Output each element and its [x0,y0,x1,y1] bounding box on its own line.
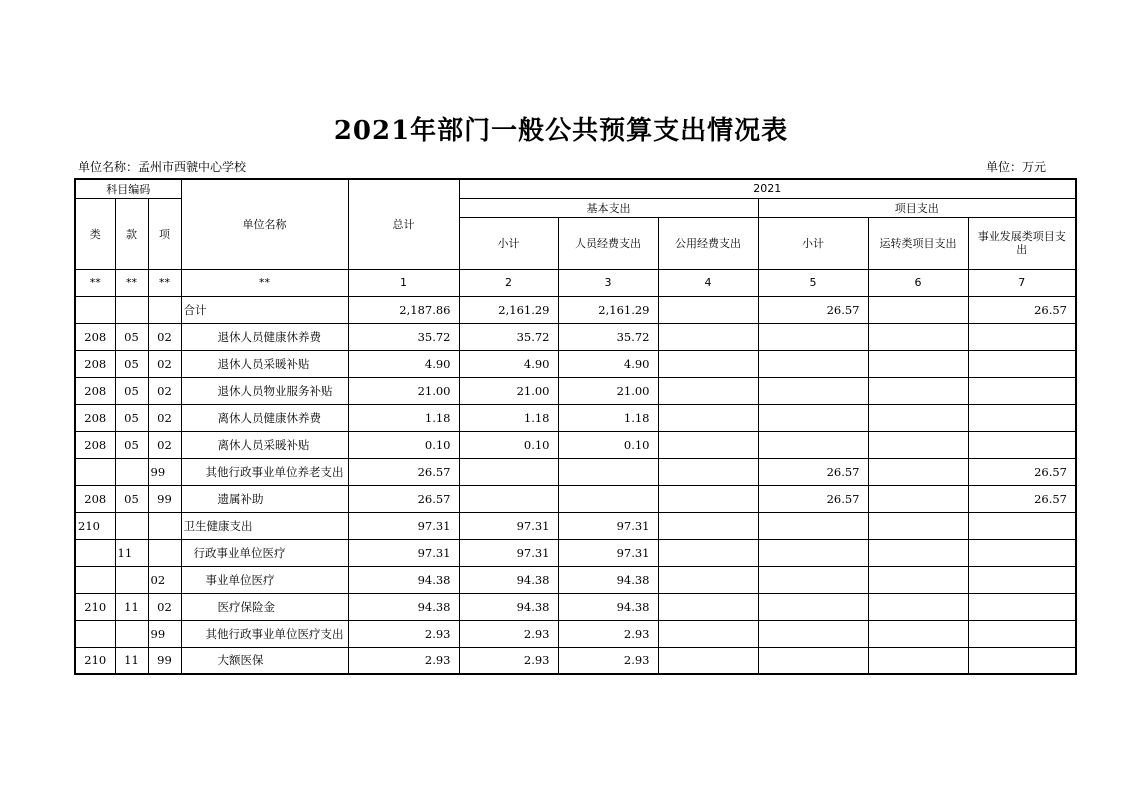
public-expense-cell [658,431,758,458]
lei-cell: 210 [75,647,115,674]
kuan-cell [115,620,148,647]
lei-cell [75,566,115,593]
total-cell: 94.38 [348,593,459,620]
development-project-cell [968,377,1076,404]
basic-subtotal-cell: 97.31 [459,539,558,566]
personnel-header: 人员经费支出 [558,217,658,269]
development-project-cell [968,350,1076,377]
lei-cell: 210 [75,593,115,620]
item-name-cell: 医疗保险金 [181,593,348,620]
index-cell: ** [115,269,148,296]
public-expense-cell [658,512,758,539]
personnel-cell: 0.10 [558,431,658,458]
table-row [75,431,1076,458]
lei-cell [75,539,115,566]
total-cell: 26.57 [348,485,459,512]
year-header: 2021 [459,179,1076,198]
lei-cell: 210 [75,512,115,539]
lei-header: 类 [75,198,115,269]
xiang-cell [148,296,181,323]
basic-subtotal-cell: 35.72 [459,323,558,350]
development-project-cell: 26.57 [968,485,1076,512]
index-cell: 1 [348,269,459,296]
kuan-cell [115,566,148,593]
kuan-cell: 05 [115,485,148,512]
currency-unit-label: 单位：万元 [985,160,1046,174]
table-row [75,512,1076,539]
development-project-cell [968,539,1076,566]
public-expense-cell [658,296,758,323]
personnel-cell: 35.72 [558,323,658,350]
development-project-cell: 26.57 [968,296,1076,323]
operation-project-cell [868,431,968,458]
project-subtotal-cell [758,323,868,350]
lei-cell: 208 [75,350,115,377]
table-row [75,647,1076,674]
lei-cell: 208 [75,377,115,404]
basic-subtotal-cell: 0.10 [459,431,558,458]
index-cell: 3 [558,269,658,296]
development-project-cell [968,620,1076,647]
total-cell: 4.90 [348,350,459,377]
kuan-cell [115,512,148,539]
index-cell: 2 [459,269,558,296]
table-row [75,350,1076,377]
operation-project-cell [868,377,968,404]
lei-cell: 208 [75,431,115,458]
public-expense-header: 公用经费支出 [658,217,758,269]
development-project-cell [968,323,1076,350]
development-project-cell: 26.57 [968,458,1076,485]
kuan-cell: 11 [115,647,148,674]
development-project-cell [968,566,1076,593]
basic-subtotal-cell: 21.00 [459,377,558,404]
total-cell: 26.57 [348,458,459,485]
item-name-cell: 卫生健康支出 [181,512,348,539]
personnel-cell: 4.90 [558,350,658,377]
basic-subtotal-cell [459,485,558,512]
project-subtotal-cell [758,404,868,431]
development-project-header: 事业发展类项目支出 [968,217,1076,269]
basic-subtotal-cell: 4.90 [459,350,558,377]
xiang-cell [148,539,181,566]
page-title: 2021年部门一般公共预算支出情况表 [333,116,789,146]
budget-table [74,178,1077,675]
operation-project-cell [868,458,968,485]
development-project-cell [968,593,1076,620]
table-row [75,404,1076,431]
basic-subtotal-header: 小计 [459,217,558,269]
public-expense-cell [658,350,758,377]
project-subtotal-cell [758,377,868,404]
public-expense-cell [658,539,758,566]
personnel-cell: 2.93 [558,647,658,674]
basic-subtotal-cell: 94.38 [459,593,558,620]
public-expense-cell [658,647,758,674]
xiang-cell: 02 [148,404,181,431]
public-expense-cell [658,485,758,512]
project-subtotal-cell [758,512,868,539]
table-row [75,323,1076,350]
kuan-cell: 11 [115,593,148,620]
kuan-cell: 05 [115,404,148,431]
item-name-cell: 退休人员采暖补贴 [181,350,348,377]
total-cell: 0.10 [348,431,459,458]
public-expense-cell [658,377,758,404]
total-cell: 1.18 [348,404,459,431]
basic-subtotal-cell: 2.93 [459,647,558,674]
xiang-cell: 99 [148,620,181,647]
operation-project-cell [868,350,968,377]
lei-cell: 208 [75,323,115,350]
xiang-cell: 02 [148,350,181,377]
basic-expense-header: 基本支出 [459,198,758,217]
personnel-cell: 2,161.29 [558,296,658,323]
kuan-cell: 05 [115,431,148,458]
index-cell: 7 [968,269,1076,296]
development-project-cell [968,404,1076,431]
personnel-cell [558,458,658,485]
item-name-cell: 遗属补助 [181,485,348,512]
kuan-header: 款 [115,198,148,269]
basic-subtotal-cell: 97.31 [459,512,558,539]
public-expense-cell [658,593,758,620]
item-name-cell: 事业单位医疗 [181,566,348,593]
index-cell: ** [148,269,181,296]
table-row [75,377,1076,404]
project-subtotal-cell [758,566,868,593]
total-cell: 2.93 [348,620,459,647]
total-cell: 21.00 [348,377,459,404]
table-row [75,485,1076,512]
personnel-cell: 94.38 [558,566,658,593]
lei-cell: 208 [75,485,115,512]
xiang-cell: 99 [148,485,181,512]
index-row [75,269,1076,296]
kuan-cell [115,296,148,323]
total-cell: 94.38 [348,566,459,593]
kuan-cell: 05 [115,377,148,404]
index-cell: 5 [758,269,868,296]
operation-project-cell [868,539,968,566]
xiang-header: 项 [148,198,181,269]
public-expense-cell [658,458,758,485]
item-name-cell: 大额医保 [181,647,348,674]
public-expense-cell [658,404,758,431]
operation-project-cell [868,566,968,593]
basic-subtotal-cell: 2.93 [459,620,558,647]
total-cell: 97.31 [348,512,459,539]
subject-code-header: 科目编码 [75,179,181,198]
table-row [75,296,1076,323]
kuan-cell [115,458,148,485]
basic-subtotal-cell: 94.38 [459,566,558,593]
project-expense-header: 项目支出 [758,198,1076,217]
project-subtotal-cell [758,539,868,566]
project-subtotal-cell: 26.57 [758,485,868,512]
xiang-cell: 02 [148,323,181,350]
operation-project-cell [868,647,968,674]
operation-project-cell [868,485,968,512]
personnel-cell: 97.31 [558,512,658,539]
kuan-cell: 05 [115,350,148,377]
item-name-cell: 行政事业单位医疗 [181,539,348,566]
project-subtotal-cell: 26.57 [758,458,868,485]
personnel-cell: 2.93 [558,620,658,647]
item-name-cell: 离休人员采暖补贴 [181,431,348,458]
kuan-cell: 11 [115,539,148,566]
operation-project-cell [868,620,968,647]
project-subtotal-header: 小计 [758,217,868,269]
basic-subtotal-cell [459,458,558,485]
project-subtotal-cell [758,593,868,620]
public-expense-cell [658,323,758,350]
total-header: 总计 [348,179,459,269]
xiang-cell: 02 [148,593,181,620]
development-project-cell [968,431,1076,458]
operation-project-cell [868,512,968,539]
table-row [75,620,1076,647]
total-cell: 2,187.86 [348,296,459,323]
personnel-cell: 97.31 [558,539,658,566]
xiang-cell: 02 [148,431,181,458]
total-cell: 97.31 [348,539,459,566]
lei-cell [75,458,115,485]
project-subtotal-cell [758,350,868,377]
personnel-cell: 1.18 [558,404,658,431]
kuan-cell: 05 [115,323,148,350]
table-row [75,593,1076,620]
item-name-cell: 退休人员物业服务补贴 [181,377,348,404]
basic-subtotal-cell: 1.18 [459,404,558,431]
xiang-cell: 99 [148,647,181,674]
item-name-cell: 其他行政事业单位医疗支出 [181,620,348,647]
public-expense-cell [658,566,758,593]
operation-project-cell [868,296,968,323]
index-cell: ** [181,269,348,296]
total-cell: 35.72 [348,323,459,350]
lei-cell: 208 [75,404,115,431]
unit-name-header: 单位名称 [181,179,348,269]
index-cell: 4 [658,269,758,296]
project-subtotal-cell: 26.57 [758,296,868,323]
personnel-cell [558,485,658,512]
item-name-cell: 合计 [181,296,348,323]
project-subtotal-cell [758,431,868,458]
table-row [75,539,1076,566]
item-name-cell: 其他行政事业单位养老支出 [181,458,348,485]
xiang-cell: 99 [148,458,181,485]
xiang-cell: 02 [148,566,181,593]
unit-name-label: 单位名称：孟州市西虢中心学校 [78,160,247,174]
lei-cell [75,620,115,647]
project-subtotal-cell [758,620,868,647]
personnel-cell: 21.00 [558,377,658,404]
personnel-cell: 94.38 [558,593,658,620]
xiang-cell [148,512,181,539]
development-project-cell [968,512,1076,539]
index-cell: 6 [868,269,968,296]
total-cell: 2.93 [348,647,459,674]
index-cell: ** [75,269,115,296]
development-project-cell [968,647,1076,674]
operation-project-cell [868,593,968,620]
xiang-cell: 02 [148,377,181,404]
project-subtotal-cell [758,647,868,674]
public-expense-cell [658,620,758,647]
basic-subtotal-cell: 2,161.29 [459,296,558,323]
item-name-cell: 离休人员健康休养费 [181,404,348,431]
operation-project-header: 运转类项目支出 [868,217,968,269]
table-row [75,458,1076,485]
operation-project-cell [868,404,968,431]
item-name-cell: 退休人员健康休养费 [181,323,348,350]
table-row [75,566,1076,593]
operation-project-cell [868,323,968,350]
lei-cell [75,296,115,323]
